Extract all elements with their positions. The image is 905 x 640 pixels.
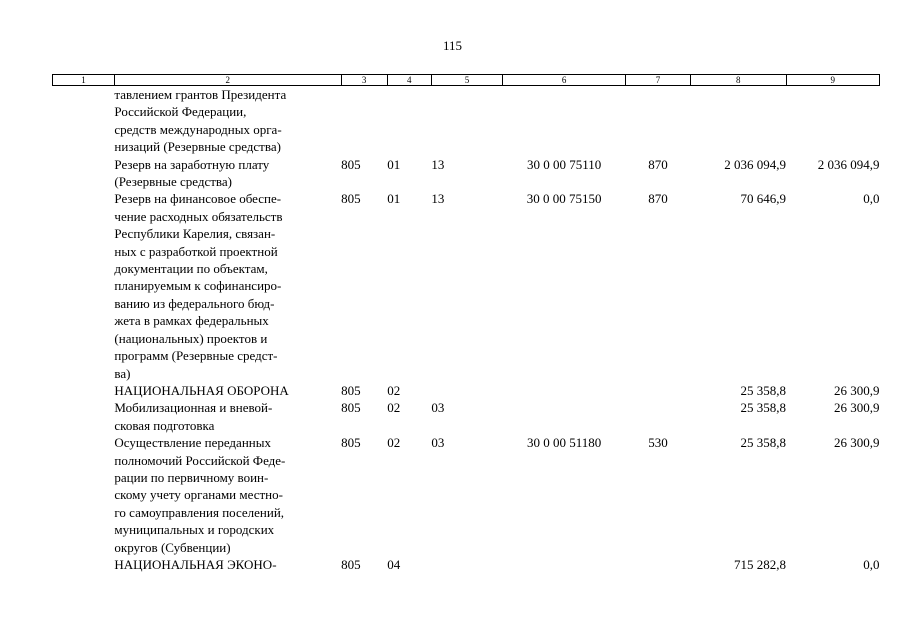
cell-col1 [53,434,115,556]
cell-col1 [53,399,115,434]
column-header: 6 [503,75,626,86]
table-row [53,382,880,399]
row-name-text: НАЦИОНАЛЬНАЯ ОБОРОНА [114,382,289,398]
column-header: 9 [786,75,879,86]
cell-name [114,399,341,434]
cell-col1 [53,556,115,573]
cell-col6 [503,86,626,156]
cell-col5 [431,382,502,399]
cell-col4: 01 [387,191,401,207]
cell-col8 [691,86,787,156]
table-row [53,86,880,156]
cell-col8: 715 282,8 [734,556,787,572]
cell-col3: 805 [341,191,361,207]
row-name-text: НАЦИОНАЛЬНАЯ ЭКОНО- [114,556,277,572]
cell-col9: 26 300,9 [834,435,880,451]
cell-col5: 13 [431,156,445,172]
cell-col5: 03 [431,435,445,451]
table-header-row [53,75,880,86]
table-row [53,434,880,556]
cell-col6 [503,382,626,399]
cell-col1 [53,382,115,399]
cell-col1 [53,156,115,191]
cell-name [114,556,341,573]
cell-col8: 70 646,9 [740,191,787,207]
cell-col7 [625,399,690,434]
column-header: 4 [387,75,431,86]
cell-col4: 02 [387,382,401,398]
cell-col8: 25 358,8 [740,435,787,451]
cell-col6 [503,556,626,573]
row-name-text: Мобилизационная и вневой- сковая подготовка [114,400,273,433]
cell-col5: 03 [431,400,445,416]
column-header: 7 [625,75,690,86]
cell-col7 [625,382,690,399]
cell-col1 [53,190,115,381]
column-header: 2 [114,75,341,86]
cell-col4: 01 [387,156,401,172]
cell-col7: 870 [648,156,668,172]
cell-col3: 805 [341,382,361,398]
cell-col3: 805 [341,156,361,172]
cell-col9: 26 300,9 [834,382,880,398]
cell-col7: 530 [648,435,668,451]
column-header: 8 [691,75,787,86]
cell-col5 [431,556,502,573]
row-name-text: тавлением грантов Президента Российской Федерации, средств международных орга- низаций (Резервные средства) [114,87,287,155]
cell-col5: 13 [431,191,445,207]
cell-col6: 30 0 00 75150 [526,191,602,207]
cell-col3: 805 [341,400,361,416]
cell-name [114,86,341,156]
cell-col7 [625,86,690,156]
cell-col4: 02 [387,400,401,416]
cell-col4: 04 [387,556,401,572]
table-row [53,399,880,434]
cell-col1 [53,86,115,156]
table-row [53,556,880,573]
row-name-text: Осуществление переданных полномочий Российской Феде- рации по первичному воин- скому учету органами местно- го самоуправления поселений, муниципальных и городских округов (Субвенции) [114,435,286,555]
cell-col9: 26 300,9 [834,400,880,416]
budget-table [52,74,880,573]
cell-col8: 2 036 094,9 [724,156,787,172]
page-number: 115 [442,38,463,53]
cell-col7 [625,556,690,573]
cell-col4: 02 [387,435,401,451]
cell-col7: 870 [648,191,668,207]
cell-col8: 25 358,8 [740,382,787,398]
row-name-text: Резерв на заработную плату (Резервные средства) [114,156,270,190]
column-header: 1 [53,75,115,86]
cell-col6 [503,399,626,434]
cell-col3 [341,86,387,156]
cell-col6: 30 0 00 51180 [526,435,602,451]
cell-col9: 0,0 [863,191,880,207]
cell-name [114,382,341,399]
cell-col9: 2 036 094,9 [817,156,880,172]
cell-col3: 805 [341,435,361,451]
cell-name [114,190,341,381]
cell-col9: 0,0 [863,556,880,572]
cell-col4 [387,86,431,156]
cell-col5 [431,86,502,156]
cell-name [114,156,341,191]
cell-col8: 25 358,8 [740,400,787,416]
row-name-text: Резерв на финансовое обеспе- чение расходных обязательств Республики Карелия, связан- ных с разработкой проектной документации по объектам, планируемым к софинансиро- ванию из федерального бюд- жета в рамках федеральных (национальных) проектов и программ (Резервные средст- ва) [114,191,283,381]
cell-col3: 805 [341,556,361,572]
cell-col6: 30 0 00 75110 [526,156,602,172]
table-row [53,156,880,191]
cell-col9 [786,86,879,156]
table-row [53,190,880,381]
column-header: 3 [341,75,387,86]
column-header: 5 [431,75,502,86]
cell-name [114,434,341,556]
